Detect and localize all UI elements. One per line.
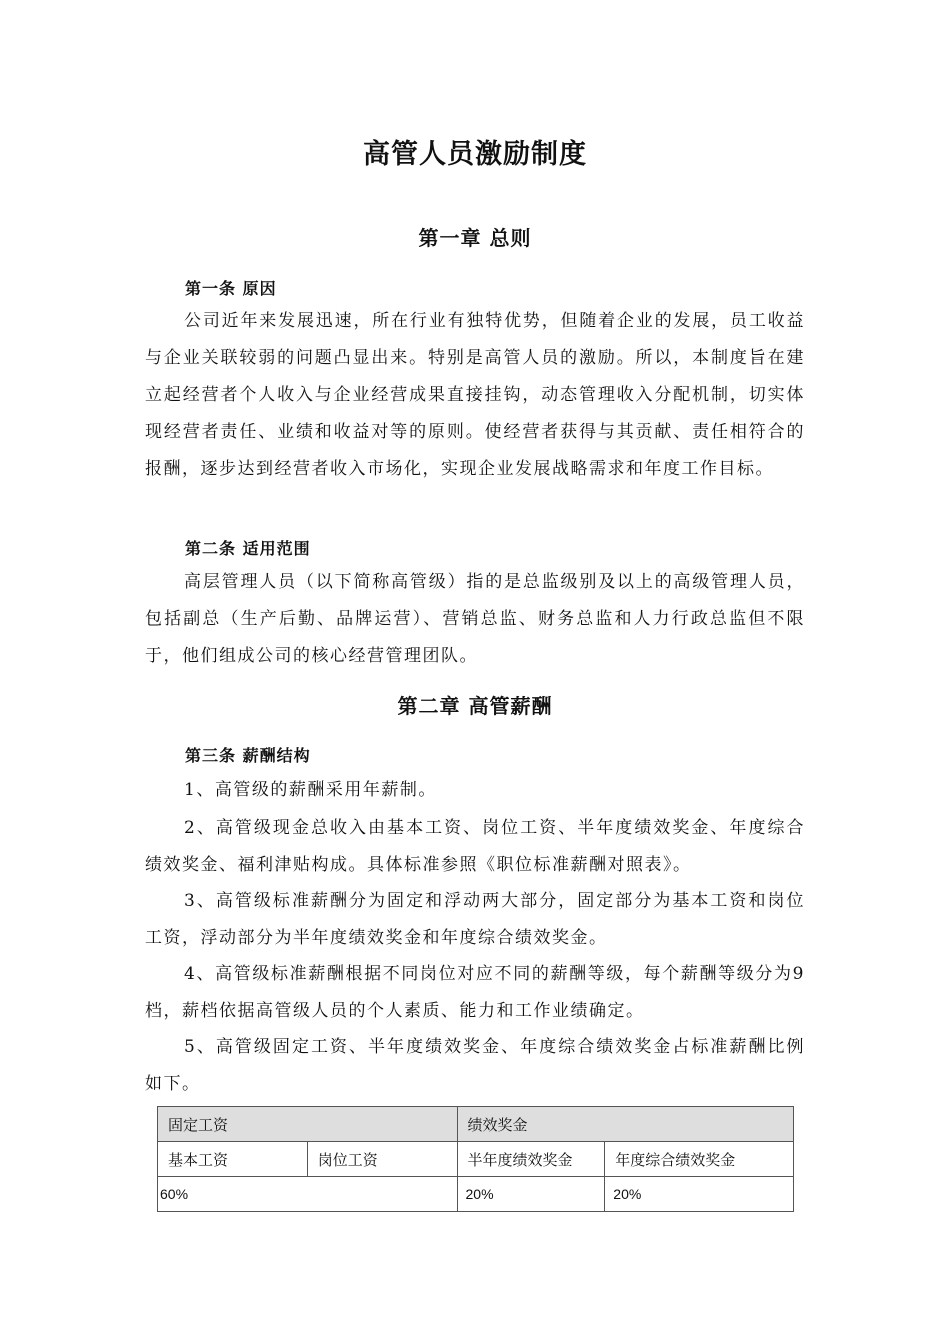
article-1-heading: 第一条 原因 — [185, 279, 277, 298]
article-2-heading: 第二条 适用范围 — [185, 539, 311, 558]
chapter-2-heading: 第二章 高管薪酬 — [397, 694, 553, 718]
article-3-item-3: 3、高管级标准薪酬分为固定和浮动两大部分，固定部分为基本工资和岗位工资，浮动部分为半年度绩效奖金和年度综合绩效奖金。 — [145, 891, 805, 948]
table-row-columns — [158, 1142, 794, 1177]
article-3-heading: 第三条 薪酬结构 — [185, 746, 311, 765]
article-2-text: 高层管理人员（以下简称高管级）指的是总监级别及以上的高级管理人员，包括副总（生产后勤、品牌运营）、营销总监、财务总监和人力行政总监但不限于，他们组成公司的核心经营管理团队。 — [145, 572, 805, 666]
table-header-performance-bonus: 绩效奖金 — [457, 1107, 794, 1142]
salary-ratio-table — [157, 1106, 794, 1212]
chapter-1-heading: 第一章 总则 — [418, 226, 532, 250]
table-row-groups — [158, 1107, 794, 1142]
table-header-fixed-salary: 固定工资 — [158, 1107, 458, 1142]
table-cell-annual-ratio: 20% — [605, 1177, 794, 1212]
table-cell-fixed-ratio: 60% — [158, 1177, 458, 1212]
table-header-half-year-bonus: 半年度绩效奖金 — [457, 1142, 605, 1177]
article-1-text: 公司近年来发展迅速，所在行业有独特优势，但随着企业的发展，员工收益与企业关联较弱的问题凸显出来。特别是高管人员的激励。所以，本制度旨在建立起经营者个人收入与企业经营成果直接挂钩，动态管理收入分配机制，切实体现经营者责任、业绩和收益对等的原则。使经营者获得与其贡献、责任相符合的报酬，逐步达到经营者收入市场化，实现企业发展战略需求和年度工作目标。 — [145, 311, 805, 479]
table-cell-half-year-ratio: 20% — [457, 1177, 605, 1212]
article-3-item-5: 5、高管级固定工资、半年度绩效奖金、年度综合绩效奖金占标准薪酬比例如下。 — [145, 1037, 805, 1094]
table-row-values — [158, 1177, 794, 1212]
document-title: 高管人员激励制度 — [363, 139, 587, 170]
article-3-item-1: 1、高管级的薪酬采用年薪制。 — [184, 780, 437, 800]
article-3-item-2: 2、高管级现金总收入由基本工资、岗位工资、半年度绩效奖金、年度综合绩效奖金、福利津贴构成。具体标准参照《职位标准薪酬对照表》。 — [145, 818, 805, 875]
table-header-annual-bonus: 年度综合绩效奖金 — [605, 1142, 794, 1177]
article-3-item-4: 4、高管级标准薪酬根据不同岗位对应不同的薪酬等级，每个薪酬等级分为9档，薪档依据高管级人员的个人素质、能力和工作业绩确定。 — [145, 964, 805, 1021]
table-header-post-salary: 岗位工资 — [307, 1142, 457, 1177]
table-header-base-salary: 基本工资 — [158, 1142, 308, 1177]
